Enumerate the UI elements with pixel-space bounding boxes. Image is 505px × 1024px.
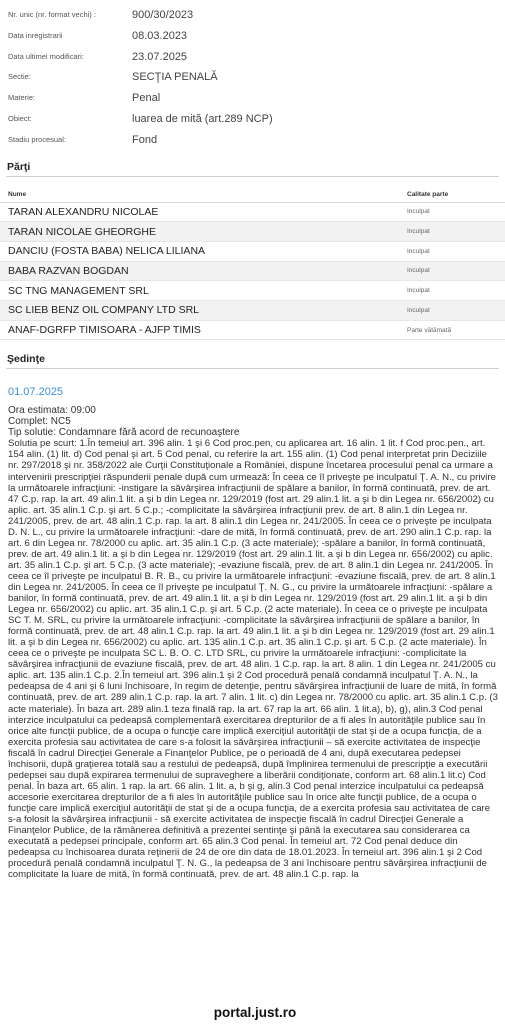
info-value: 23.07.2025 [132, 50, 188, 63]
info-value: Penal [132, 92, 161, 105]
party-name: SC TNG MANAGEMENT SRL [8, 284, 149, 297]
info-value: luarea de mită (art.289 NCP) [132, 112, 273, 125]
info-row-last-modified [0, 50, 505, 71]
table-row [0, 301, 505, 321]
party-name: BABA RAZVAN BOGDAN [8, 264, 129, 277]
info-label: Data inregistrarii [8, 30, 63, 40]
party-role: Inculpat [407, 208, 430, 216]
info-label: Materie: [8, 93, 36, 103]
info-row-section [0, 70, 505, 91]
table-row [0, 281, 505, 301]
info-value: SECŢIA PENALĂ [132, 71, 218, 84]
party-name: SC LIEB BENZ OIL COMPANY LTD SRL [8, 304, 199, 317]
info-value: 900/30/2023 [132, 9, 194, 21]
info-label: Stadiu procesual: [8, 134, 66, 144]
section-divider [6, 176, 499, 177]
hearing-panel: Complet: NC5 [8, 416, 71, 428]
info-label: Obiect: [8, 113, 32, 123]
table-row [0, 222, 505, 242]
hearings-title: Şedinţe [7, 353, 45, 366]
info-row-registration-date [0, 29, 505, 50]
hearing-time: Ora estimata: 09:00 [8, 405, 96, 417]
section-divider [6, 368, 499, 369]
party-name: TARAN ALEXANDRU NICOLAE [8, 205, 159, 218]
party-role: Parte vătămată [407, 326, 452, 334]
party-role: Inculpat [407, 287, 430, 295]
info-row-procedural-stage [0, 133, 505, 154]
party-name: TARAN NICOLAE GHEORGHE [8, 225, 156, 238]
case-info-section [0, 0, 505, 154]
solution-type: Tip solutie: Condamnare fără acord de recunoaştere [8, 427, 240, 439]
party-role: Inculpat [407, 267, 430, 275]
info-label: Nr. unic (nr. format vechi) : [8, 10, 96, 19]
parties-title: Părţi [7, 160, 31, 173]
hearings-section [0, 352, 505, 880]
parties-section [0, 160, 505, 341]
column-header-name: Nume [8, 190, 27, 198]
solution-summary: Solutia pe scurt: 1.În temeiul art. 396 alin. 1 şi 6 Cod proc.pen, cu aplicarea art. 16 alin. 1 lit. f Cod proc.pen., art. 154 alin. (1) lit. d) Cod penal şi art. 5 Cod penal, cu referire la art. 155 alin. (1) Cod penal interpretat prin Deciziile nr. 297/2018 şi nr. 358/2022 ale Curţii Constituţionale a României, dispune încetarea procesului penal ca urmare a intervenirii prescripţiei răspunderii penale după cum urmează: În ceea ce îl priveşte pe inculpatul Ţ. A. N., cu privire la următoarele infracţiuni: -instigare la săvârşirea infracţiunii de spălare a banilor, în formă continuată, prev. de art. 47 C.p. rap. la art. 49 alin.1 lit. a şi b din Legea nr. 129/2019 (fost art. 29 alin.1 lit. a şi b din Legea nr. 656/2002) cu aplic. art. 35 alin.1 C.p. şi art. 5 C.p.; -complicitate la săvârşirea infracţiunii prev. de art. 8 alin.1 din Legea nr. 241/2005, prev. de art. 48 alin.1 C.p. rap. la art. 8 alin.1 din Legea nr. 241/2005. În ceea ce o priveşte pe inculpata D. N. L., cu privire la următoarele infracţiuni: -dare de mită, în formă continuată, prev. de art. 290 alin.1 C.p. rap. la art. 6 din Legea nr. 78/2000 cu aplic. art. 35 alin.1 C.p. (3 acte materiale); -spălare a banilor, în formă continuată, prev. de art. 49 alin.1 lit. a şi b din Legea nr. 129/2019 (fost art. 29 alin.1 lit. a şi b din Legea nr. 656/2002) cu aplic. art. 35 alin.1 C.p. şi art. 5 C.p. (3 acte materiale); -evaziune fiscală, prev. de art. 8 alin.1 din Legea nr. 241/2005. În ceea ce îl priveşte pe inculpatul B. R. B., cu privire la următoarele infracţiuni: -evaziune fiscală, prev. de art. 8 alin.1 din Legea nr. 241/2005. În ceea ce îl priveşte pe inculpatul Ţ. N. G., cu privire la următoarele infracţiuni: -spălare a banilor, în formă continuată, prev. de art. 49 alin.1 lit. a şi b din Legea nr. 129/2019 (fost art. 29 alin.1 lit. a şi b din Legea nr. 656/2002) cu aplic. art. 35 alin.1 C.p. şi art. 5 C.p. (2 acte materiale). În ceea ce o priveşte pe inculpata SC T. M. SRL, cu privire la următoarele infracţiuni: -complicitate la săvârşirea infracţiunii de spălare a banilor, în formă continuată, prev. de art. 48 alin.1 C.p. rap. la art. 49 alin.1 lit. a şi b din Legea nr. 129/2019 (fost art. 29 alin.1 lit. a şi b din Legea nr. 656/2002) cu aplic. art. 135 alin.1 C.p. art. 35 alin.1 C.p. şi art. 5 C.p. (2 acte materiale). În ceea ce o priveşte pe inculpata SC L. B. O. C. LTD SRL, cu privire la următoarele infracţiuni: -complicitate la săvârşirea infracţiunii de evaziune fiscală, prev. de art. 48 alin. 1 C.p. rap. la art. 8 alin. 1 din Legea nr. 241/2005 cu aplic. art. 135 alin.1 C.p. 2.În temeiul art. 396 alin.1 şi 2 Cod procedură penală condamnă inculpatul Ţ. A. N., la pedeapsa de 4 ani şi 6 luni închisoare, în regim de detenţie, pentru săvârşirea infracţiunii de luare de mită, în formă continuată, prev. de art. 289 alin.1 C.p. rap. la art. 7 alin. 1 lit. c) din Legea nr. 78/2000 cu aplic. art. 35 alin.1 C.p. (3 acte materiale). În baza art. 289 alin.1 teza finală rap. la art. 67 rap la art. 66 alin. 1 lit.a), b), g), alin.3 Cod penal interzice inculpatului ca pedeapsă complementară exercitarea drepturilor de a fi ales în autorităţile publice sau în orice alte funcţii publice, de a ocupa o funcţie care implică exerciţiul autorităţii de stat şi de a ocupa funcţia, de a exercita profesia sau activitatea de care s-a folosit la săvârşirea infracţiunii – să exercite activitatea de inspecţie fiscală în cadrul Direcţiei Generale a Finanţelor Publice, pe o perioadă de 4 ani, după executarea pedepsei închisorii, după graţierea totală sau a restului de pedeapsă, după împlinirea termenului de prescripţie a executării pedepsei sau după expirarea termenului de supraveghere a liberării condiţionate, conform art. 68 alin.1 lit.c) Cod penal. În baza art. 65 alin. 1 rap. la art. 66 alin. 1 lit. a, b şi g, alin.3 Cod penal interzice inculpatului ca pedeapsă accesorie exercitarea drepturilor de a fi ales în autorităţile publice sau în orice alte funcţii publice, de a ocupa o funcţie care implică exerciţiul autorităţii de stat şi de a ocupa funcţia, de a exercita profesia sau activitatea de care s-a folosit la săvârşirea infracţiunii - să exercite activitatea de inspecţie fiscală în cadrul Direcţiei Generale a Finanţelor Publice, de la rămânerea definitivă a prezentei sentinţe şi până la executarea sau considerarea ca executată a pedepsei principale, conform art. 65 alin.3 Cod penal. În temeiul art. 72 Cod penal deduce din pedeapsa cu închisoarea durata reţinerii de 24 de ore din data de 18.01.2023. În temeiul art. 396 alin.1 şi 2 Cod procedură penală condamnă inculpatul Ţ. N. G., la pedeapsa de 3 ani închisoare pentru săvârşirea infracţiunii de complicitate la luare de mită, în formă continuată, prev. de art. 48 alin.1 C.p. rap. la [8, 438, 498, 881]
table-row [0, 321, 505, 341]
column-header-role: Calitate parte [407, 190, 449, 198]
party-name: ANAF-DGRFP TIMISOARA - AJFP TIMIS [8, 324, 201, 337]
info-row-case-number [0, 8, 505, 29]
hearing-date: 01.07.2025 [8, 386, 64, 399]
info-value: Fond [132, 133, 158, 146]
info-value: 08.03.2023 [132, 29, 188, 42]
table-row [0, 242, 505, 262]
party-role: Inculpat [407, 306, 430, 314]
table-row [0, 203, 505, 223]
site-watermark: portal.just.ro [196, 1002, 314, 1024]
info-row-object [0, 112, 505, 133]
info-label: Data ultimei modificari: [8, 51, 84, 61]
party-name: DANCIU (FOSTA BABA) NELICA LILIANA [8, 245, 206, 258]
party-role: Inculpat [407, 228, 430, 236]
table-row [0, 262, 505, 282]
parties-table-header [0, 187, 505, 203]
info-row-matter [0, 91, 505, 112]
party-role: Inculpat [407, 247, 430, 255]
info-label: Sectie: [8, 72, 31, 82]
